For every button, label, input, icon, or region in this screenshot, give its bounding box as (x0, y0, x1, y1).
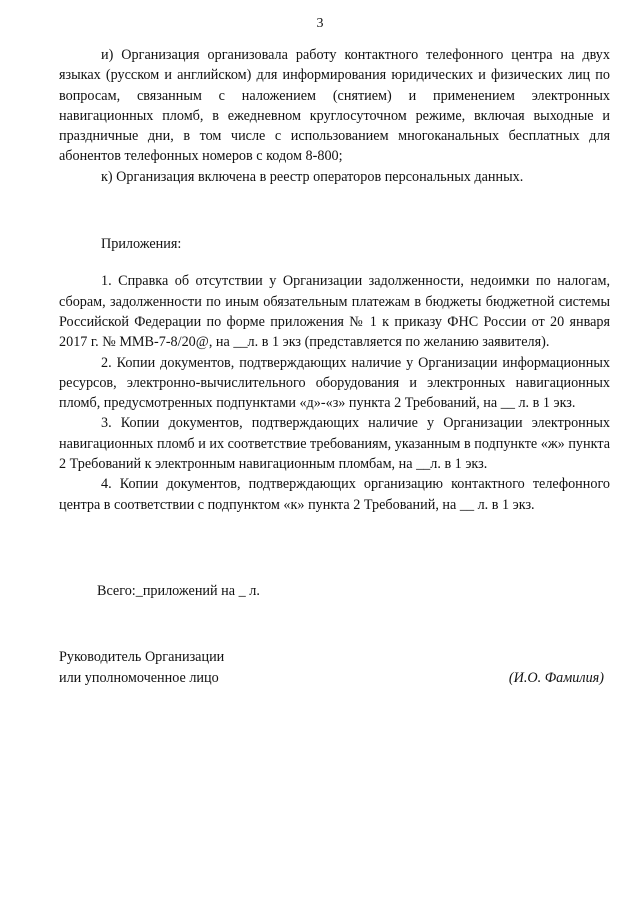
clause-i: и) Организация организовала работу контактного телефонного центра на двух языках (русском и английском) для информирования юридических и физических лиц по вопросам, связанным с наложением (снятием) и применением электронных навигационных пломб, в ежедневном круглосуточном режиме, включая выходные и праздничные дни, в том числе с использованием многоканальных бесплатных для абонентов телефонных номеров с кодом 8-800; (59, 47, 610, 165)
signatory-title (59, 647, 224, 688)
page-number: 3 (316, 16, 324, 31)
signature-block (59, 647, 610, 688)
appendix-item-2: 2. Копии документов, подтверждающих наличие у Организации информационных ресурсов, электронно-вычислительного оборудования и электронных навигационных пломб, предусмотренных подпунктами «д»-«з» пункта 2 Требований, на __ л. в 1 экз. (59, 354, 610, 412)
signatory-name: (И.О. Фамилия) (508, 669, 604, 686)
appendix-item-4: 4. Копии документов, подтверждающих организацию контактного телефонного центра в соответствии с подпунктом «к» пункта 2 Требований, на __ л. в 1 экз. (59, 476, 610, 513)
document-body (59, 45, 610, 688)
appendices-heading: Приложения: (101, 236, 182, 253)
signatory-title-line-1: Руководитель Организации (59, 649, 225, 666)
appendix-item-1: 1. Справка об отсутствии у Организации задолженности, недоимки по налогам, сборам, задолженности по иным обязательным платежам в бюджеты бюджетной системы Российской Федерации по форме приложения № 1 к приказу ФНС России от 20 января 2017 г. № ММВ-7-8/20@, на __л. в 1 экз (представляется по желанию заявителя). (59, 273, 610, 351)
appendix-item-3: 3. Копии документов, подтверждающих наличие у Организации электронных навигационных пломб и их соответствие требованиям, указанным в подпункте «ж» пункта 2 Требований к электронным навигационным пломбам, на __л. в 1 экз. (59, 415, 610, 473)
appendices-total: Всего:_приложений на _ л. (97, 582, 260, 599)
clause-k: к) Организация включена в реестр операторов персональных данных. (101, 168, 524, 185)
signatory-title-line-2: или уполномоченное лицо (59, 669, 219, 686)
